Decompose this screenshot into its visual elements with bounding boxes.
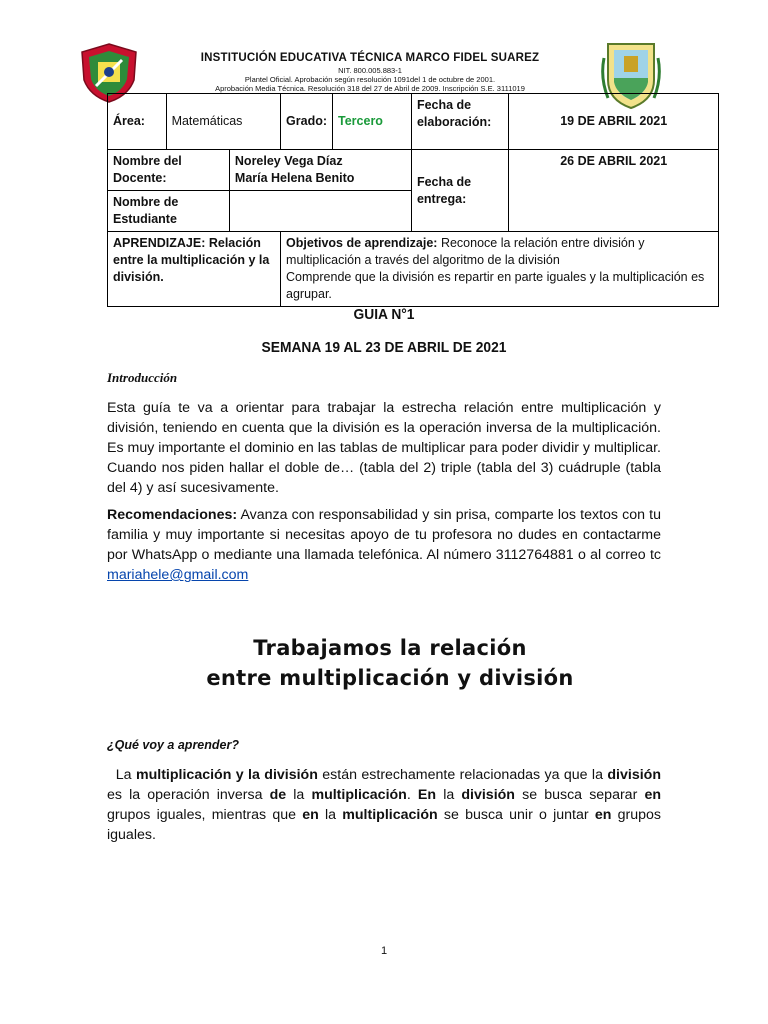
fecha-elaboracion-label: Fecha de elaboración:: [411, 94, 508, 150]
institution-nit: NIT. 800.005.883-1: [338, 66, 402, 75]
p2-text: se busca unir o juntar: [437, 807, 595, 823]
aprender-paragraph: [107, 765, 661, 845]
objetivos-label: Objetivos de aprendizaje:: [286, 236, 438, 250]
aprendizaje-cell: APRENDIZAJE: Relación entre la multiplicación y la división.: [108, 232, 281, 307]
p2-text: se busca separar: [514, 787, 645, 803]
p2-bold: en: [594, 807, 612, 823]
grado-value: Tercero: [333, 94, 412, 150]
fecha-entrega-label: Fecha de entrega:: [411, 150, 508, 232]
banner-line-2: entre multiplicación y división: [206, 666, 574, 690]
p2-text: .: [406, 787, 418, 803]
p2-text: es la operación inversa: [107, 787, 270, 803]
recommendations-paragraph: [107, 505, 661, 585]
fecha-entrega-value: 26 DE ABRIL 2021: [509, 150, 719, 232]
guia-title: GUIA N°1: [353, 306, 415, 323]
docente-label: Nombre del Docente:: [108, 150, 230, 191]
p2-bold: división: [607, 767, 661, 783]
objetivos-text-1: Reconoce la relación entre división y multiplicación a través del algoritmo de la división: [286, 236, 645, 267]
fecha-elaboracion-value: 19 DE ABRIL 2021: [509, 94, 719, 150]
semana-title: SEMANA 19 AL 23 DE ABRIL DE 2021: [261, 339, 507, 356]
recommendations-label: Recomendaciones:: [107, 507, 238, 523]
docente-name-1: Noreley Vega Díaz: [234, 154, 343, 168]
p2-text: están estrechamente relacionadas ya que la: [317, 767, 608, 783]
p2-bold: multiplicación y la división: [135, 767, 318, 783]
p2-text: grupos iguales.: [107, 807, 662, 843]
p2-bold: en: [302, 807, 319, 823]
p2-bold: división: [461, 787, 515, 803]
p2-bold: multiplicación: [342, 807, 438, 823]
p2-bold: multiplicación: [311, 787, 407, 803]
p2-bold: En: [417, 787, 437, 803]
p2-bold: en: [644, 787, 661, 803]
p2-text: La: [115, 767, 136, 783]
grado-label: Grado:: [281, 94, 333, 150]
intro-paragraph: Esta guía te va a orientar para trabajar la estrecha relación entre multiplicación y división, teniendo en cuenta que la división es la operación inversa de la multiplicación. Es muy importante el dominio en las tablas de multiplicar para poder dividir y multiplicar. Cuando nos piden hallar el doble de… (tabla del 2) triple (tabla del 3) cuádruple (tabla del 4) y así sucesivamente.: [107, 400, 661, 496]
info-table: [107, 93, 719, 307]
p2-bold: de: [269, 787, 287, 803]
p2-text: la: [436, 787, 462, 803]
institution-approval: Aprobación Media Técnica. Resolución 318 del 27 de Abril de 2009. Inscripción S.E. 3111019: [215, 84, 525, 93]
area-value: Matemáticas: [166, 94, 280, 150]
objetivos-text-2: Comprende que la división es repartir en parte iguales y la multiplicación es agrupar.: [286, 270, 705, 301]
intro-heading: Introducción: [107, 370, 178, 385]
recommendations-text: Avanza con responsabilidad y sin prisa, comparte los textos con tu familia y muy importante si necesitas apoyo de tu profesora no dudes en contactarme por WhatsApp o mediante una llamada telefónica. Al número 3112764881 o al correo tc: [107, 507, 661, 563]
page-number: 1: [380, 945, 388, 957]
institution-name: INSTITUCIÓN EDUCATIVA TÉCNICA MARCO FIDEL SUAREZ: [200, 52, 540, 64]
banner-line-1: Trabajamos la relación: [253, 636, 527, 660]
p2-text: la: [286, 787, 312, 803]
email-link[interactable]: mariahele@gmail.com: [107, 567, 249, 583]
p2-text: la: [318, 807, 343, 823]
institution-resolution: Plantel Oficial. Aprobación según resolución 1091del 1 de octubre de 2001.: [244, 75, 496, 84]
aprender-heading: ¿Qué voy a aprender?: [107, 738, 239, 752]
objetivos-cell: [281, 232, 719, 307]
estudiante-label: Nombre de Estudiante: [108, 191, 230, 232]
p2-text: grupos iguales, mientras que: [107, 807, 303, 823]
docente-names: [229, 150, 411, 191]
estudiante-name-field[interactable]: [229, 191, 411, 232]
area-label: Área:: [108, 94, 167, 150]
docente-name-2: María Helena Benito: [234, 171, 355, 185]
